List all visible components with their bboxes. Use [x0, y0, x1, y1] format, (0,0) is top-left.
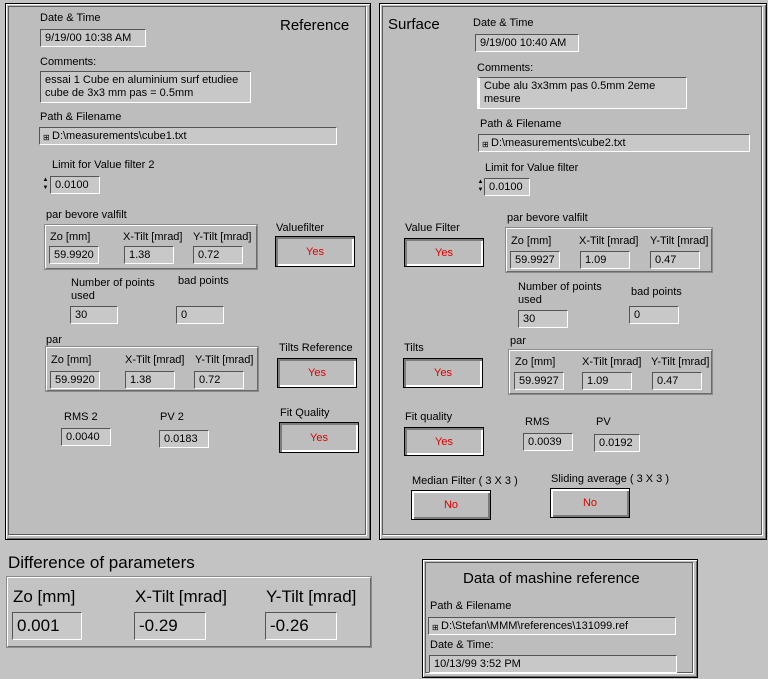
- surface-title: Surface: [388, 16, 440, 33]
- reference-valuefilter-button[interactable]: Yes: [275, 236, 355, 267]
- reference-comments-label: Comments:: [40, 56, 97, 68]
- reference-path-label: Path & Filename: [40, 111, 122, 123]
- reference-limit-field[interactable]: 0.0100: [50, 176, 100, 194]
- surface-date-field[interactable]: 9/19/00 10:40 AM: [475, 34, 579, 52]
- reference-pv-label: PV 2: [160, 411, 184, 423]
- reference-title: Reference: [280, 17, 350, 34]
- surface-par-zo-field[interactable]: 59.9927: [514, 372, 564, 390]
- machine-path-label: Path & Filename: [430, 600, 512, 612]
- surface-before-xtilt-label: X-Tilt [mrad]: [579, 235, 639, 247]
- surface-par-label: par: [510, 335, 526, 347]
- reference-date-label: Date & Time: [40, 12, 101, 24]
- machine-date-field[interactable]: 10/13/99 3:52 PM: [429, 655, 677, 673]
- reference-before-zo-field[interactable]: 59.9920: [49, 246, 99, 264]
- surface-rms-label: RMS: [525, 416, 550, 428]
- surface-par-xtilt-field[interactable]: 1.09: [582, 372, 632, 390]
- machine-path-value: D:\Stefan\MMM\references\131099.ref: [441, 620, 629, 632]
- surface-par-xtilt-label: X-Tilt [mrad]: [582, 356, 642, 368]
- surface-pv-field[interactable]: 0.0192: [594, 434, 640, 452]
- surface-limit-spin-arrows-icon[interactable]: ▲ ▼: [477, 179, 484, 193]
- surface-median-label: Median Filter ( 3 X 3 ): [412, 475, 518, 487]
- surface-par-ytilt-field[interactable]: 0.47: [652, 372, 702, 390]
- surface-sliding-button[interactable]: No: [550, 488, 630, 518]
- reference-tilts-button[interactable]: Yes: [277, 358, 357, 388]
- path-icon: ⊞: [482, 140, 489, 149]
- surface-pv-label: PV: [596, 416, 611, 428]
- reference-par-xtilt-field[interactable]: 1.38: [125, 371, 175, 389]
- machine-path-field[interactable]: [428, 617, 676, 635]
- surface-points-label-1: Number of points: [518, 281, 602, 293]
- reference-par-ytilt-label: Y-Tilt [mrad]: [195, 354, 254, 366]
- machine-date-label: Date & Time:: [430, 639, 494, 651]
- difference-xtilt-label: X-Tilt [mrad]: [135, 587, 227, 606]
- surface-before-zo-label: Zo [mm]: [511, 235, 552, 247]
- surface-points-field[interactable]: 30: [518, 310, 568, 328]
- reference-comments-line2: cube de 3x3 mm pas = 0.5mm: [45, 87, 194, 99]
- reference-par-zo-label: Zo [mm]: [51, 354, 92, 366]
- surface-par-zo-label: Zo [mm]: [515, 356, 556, 368]
- difference-ytilt-field[interactable]: -0.26: [265, 612, 337, 640]
- reference-before-ytilt-label: Y-Tilt [mrad]: [193, 231, 252, 243]
- surface-before-ytilt-label: Y-Tilt [mrad]: [650, 235, 709, 247]
- reference-path-value: D:\measurements\cube1.txt: [52, 130, 187, 142]
- reference-before-xtilt-label: X-Tilt [mrad]: [123, 231, 183, 243]
- surface-sliding-label: Sliding average ( 3 X 3 ): [551, 473, 670, 485]
- reference-points-label-1: Number of points: [71, 277, 155, 289]
- surface-date-label: Date & Time: [473, 17, 534, 29]
- surface-par-before-label: par bevore valfilt: [507, 212, 588, 224]
- surface-before-xtilt-field[interactable]: 1.09: [580, 251, 630, 269]
- reference-valuefilter-label: Valuefilter: [276, 222, 325, 234]
- reference-before-ytilt-field[interactable]: 0.72: [193, 246, 243, 264]
- reference-bad-label: bad points: [178, 275, 229, 287]
- machine-title: Data of mashine reference: [463, 570, 640, 587]
- reference-bad-field[interactable]: 0: [176, 306, 224, 324]
- surface-rms-field[interactable]: 0.0039: [523, 433, 573, 451]
- difference-title: Difference of parameters: [8, 553, 195, 572]
- reference-par-label: par: [46, 334, 62, 346]
- surface-points-label-2: used: [518, 294, 542, 306]
- surface-comments-line1: Cube alu 3x3mm pas 0.5mm 2eme mesure: [484, 80, 656, 105]
- reference-limit-label: Limit for Value filter 2: [52, 159, 155, 171]
- reference-comments-line1: essai 1 Cube en aluminium surf etudiee: [45, 74, 239, 86]
- surface-tilts-label: Tilts: [404, 342, 424, 354]
- reference-par-zo-field[interactable]: 59.9920: [50, 371, 100, 389]
- difference-zo-label: Zo [mm]: [13, 587, 76, 606]
- surface-par-ytilt-label: Y-Tilt [mrad]: [651, 356, 710, 368]
- surface-valuefilter-label: Value Filter: [405, 222, 460, 234]
- surface-bad-label: bad points: [631, 286, 682, 298]
- reference-before-zo-label: Zo [mm]: [50, 231, 91, 243]
- reference-par-xtilt-label: X-Tilt [mrad]: [125, 354, 185, 366]
- difference-zo-field[interactable]: 0.001: [12, 612, 82, 640]
- surface-limit-label: Limit for Value filter: [485, 162, 579, 174]
- surface-path-label: Path & Filename: [480, 118, 562, 130]
- surface-fit-button[interactable]: Yes: [404, 427, 484, 456]
- path-icon: ⊞: [43, 133, 50, 142]
- reference-limit-spin-arrows-icon[interactable]: ▲ ▼: [42, 177, 49, 191]
- surface-bad-field[interactable]: 0: [629, 306, 679, 324]
- reference-before-xtilt-field[interactable]: 1.38: [124, 246, 174, 264]
- surface-valuefilter-button[interactable]: Yes: [404, 238, 484, 267]
- surface-before-zo-field[interactable]: 59.9927: [510, 251, 560, 269]
- reference-fit-button[interactable]: Yes: [279, 422, 359, 453]
- surface-fit-label: Fit quality: [405, 411, 453, 423]
- difference-ytilt-label: Y-Tilt [mrad]: [266, 587, 357, 606]
- reference-par-before-label: par bevore valfilt: [46, 209, 127, 221]
- surface-path-field[interactable]: [478, 134, 750, 152]
- reference-points-field[interactable]: 30: [70, 306, 118, 324]
- surface-median-button[interactable]: No: [411, 490, 491, 520]
- reference-rms-label: RMS 2: [64, 411, 98, 423]
- reference-points-label-2: used: [71, 290, 95, 302]
- surface-comments-label: Comments:: [477, 62, 534, 74]
- reference-date-field[interactable]: 9/19/00 10:38 AM: [40, 29, 146, 47]
- surface-before-ytilt-field[interactable]: 0.47: [650, 251, 700, 269]
- surface-path-value: D:\measurements\cube2.txt: [491, 137, 626, 149]
- reference-fit-label: Fit Quality: [280, 407, 330, 419]
- reference-par-ytilt-field[interactable]: 0.72: [194, 371, 244, 389]
- surface-comments-field[interactable]: [477, 77, 687, 109]
- reference-tilts-label: Tilts Reference: [279, 342, 353, 354]
- reference-pv-field[interactable]: 0.0183: [159, 430, 209, 448]
- surface-tilts-button[interactable]: Yes: [403, 358, 483, 388]
- difference-xtilt-field[interactable]: -0.29: [134, 612, 206, 640]
- path-icon: ⊞: [432, 623, 439, 632]
- surface-limit-field[interactable]: 0.0100: [484, 178, 530, 196]
- reference-path-field[interactable]: [39, 127, 337, 145]
- reference-comments-field[interactable]: [40, 71, 251, 103]
- reference-rms-field[interactable]: 0.0040: [61, 428, 111, 446]
